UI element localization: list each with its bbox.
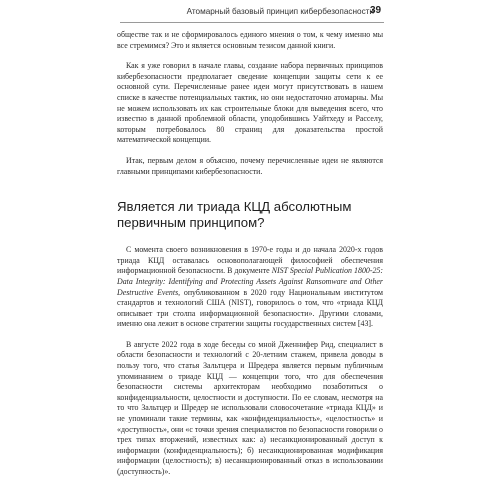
paragraph-1: обществе так и не сформировалось единого мнения о том, к чему именно мы все стремимся? Это и является основным тезисом данной книги. (117, 30, 383, 50)
paragraph-4 (117, 245, 383, 330)
page-number: 39 (370, 5, 382, 16)
page-header (120, 6, 384, 23)
running-title: Атомарный базовый принцип кибербезопасности (186, 7, 374, 16)
paragraph-3: Итак, первым делом я объясню, почему перечисленные идеи не являются главными принципами кибербезопасности. (117, 155, 383, 176)
paragraph-2: Как я уже говорил в начале главы, создание набора первичных принципов кибербезопасности предполагает сведение концепции защиты сети к ее основной сути. Перечисленные ранее идеи могут присутствовать в нашем списке в качестве потенциальных тактик, но они недостаточно атомарны. Мы не можем использовать их как строительные блоки для выведения всего, что известно в данной проблемной области, уподобившись Уайтхеду и Расселу, которым потребовалось 80 страниц для доказательства простой математической концепции. (117, 61, 383, 145)
paragraph-4-text-b: , опубликованном в 2020 году Национальным институтом стандартов и технологий США (NIST), говорилось о том, что «триада КЦД описывает три столпа информационной безопасности». Другими словами, именно она лежит в основе стратегии защиты государственных систем [43]. (117, 287, 383, 329)
nist-reference: NIST Special Publication 1800-25: Data Integrity: Identifying and Protecting Assets Against Ransomware and Other Destructive Events (117, 266, 383, 297)
paragraph-5: В августе 2022 года в ходе беседы со мной Дженнифер Рид, специалист в области безопасности и технологий с 20-летним стажем, привела доводы в пользу того, что статья Зальтцера и Шредера является первым публичным упоминанием о триаде КЦД — концепции того, что для обеспечения безопасности системы архитекторам необходимо позаботиться о конфиденциальности, целостности и доступности. По ее словам, несмотря на то что Зальтцер и Шредер не использовали словосочетание «триада КЦД» и не упоминали такие термины, как «конфиденциальность», «целостность» и «доступность», они «с точки зрения специалистов по безопасности говорили о трех типах вторжений, известных как: а) несанкционированный доступ к информации (конфиденциальность); б) несанкционированная модификация информации (целостность); в) несанкционированный отказ в использовании (доступность)». (117, 339, 383, 476)
section-title: Является ли триада КЦД абсолютным первичным принципом? (117, 199, 352, 231)
paragraph-4-text-a: С момента своего возникновения в 1970-е годы и до начала 2020-х годов триада КЦД оставалась основополагающей философией обеспечения информационной безопасности. В документе (117, 245, 383, 276)
body-text (117, 30, 383, 488)
